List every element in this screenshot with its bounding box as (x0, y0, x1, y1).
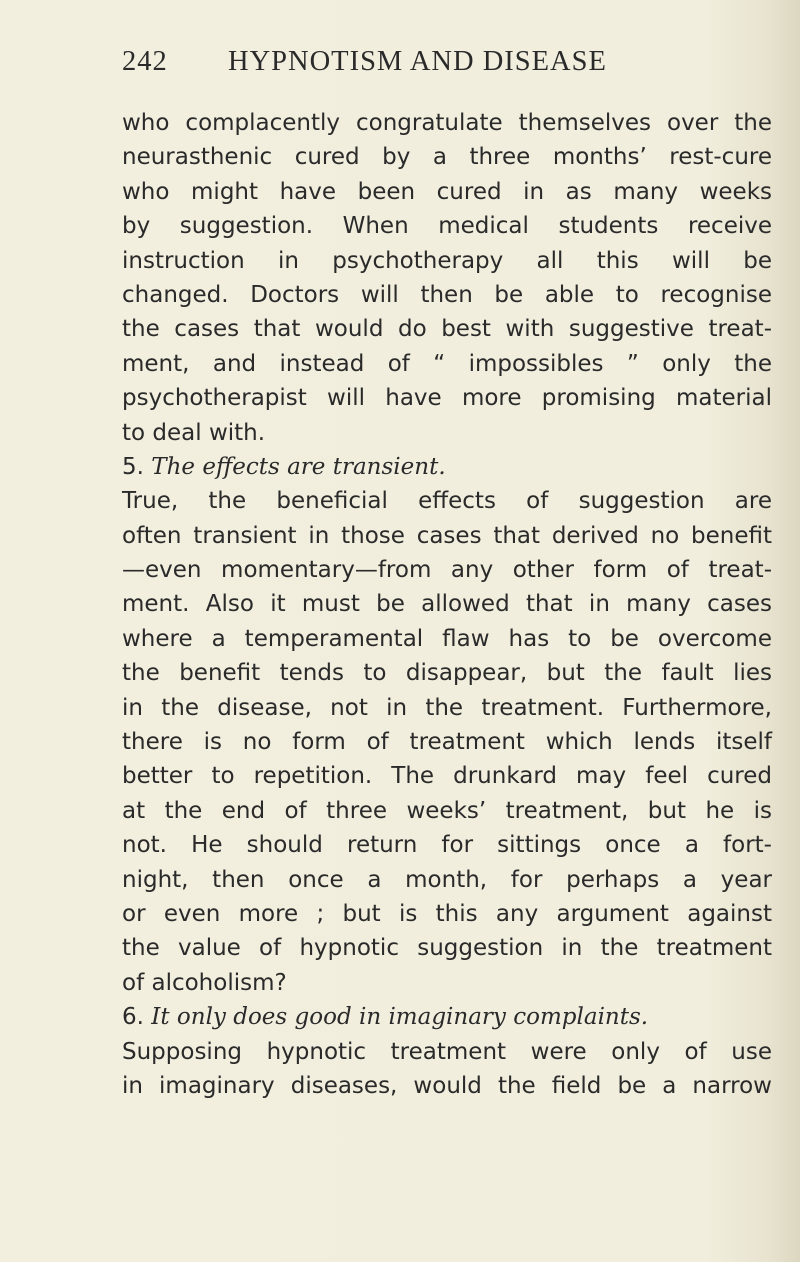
section-5-heading (122, 450, 772, 484)
text-line: often transient in those cases that derived no benefit (122, 522, 772, 549)
section-title: It only does good in imaginary complaints. (151, 1004, 649, 1031)
running-head: HYPNOTISM AND DISEASE (228, 46, 607, 77)
text-line: where a temperamental flaw has to be overcome (122, 625, 772, 652)
text-line: of alcoholism? (122, 969, 287, 996)
text-line: neurasthenic cured by a three months’ rest-cure (122, 144, 772, 171)
text-line: in imaginary diseases, would the field be a narrow (122, 1072, 772, 1099)
text-line: night, then once a month, for perhaps a year (122, 866, 772, 893)
body-text (122, 106, 772, 1103)
text-line: who complacently congratulate themselves over the (122, 110, 772, 136)
page-number: 242 (122, 46, 168, 77)
text-line: the value of hypnotic suggestion in the treatment (122, 935, 772, 962)
text-line: there is no form of treatment which lends itself (122, 729, 772, 756)
text-line: ment. Also it must be allowed that in many cases (122, 591, 772, 618)
text-line: Supposing hypnotic treatment were only of use (122, 1038, 772, 1065)
text-line: at the end of three weeks’ treatment, but he is (122, 797, 772, 824)
text-line: to deal with. (122, 419, 266, 446)
text-line: the cases that would do best with suggestive treat- (122, 316, 772, 343)
text-line: by suggestion. When medical students receive (122, 213, 772, 240)
section-number: 5. (122, 453, 144, 480)
section-6-heading (122, 1000, 772, 1034)
text-line: better to repetition. The drunkard may feel cured (122, 763, 772, 790)
text-line: in the disease, not in the treatment. Furthermore, (122, 694, 772, 721)
section-number: 6. (122, 1004, 144, 1031)
text-line: or even more ; but is this any argument against (122, 900, 772, 927)
text-line: who might have been cured in as many weeks (122, 178, 772, 205)
page-header (122, 46, 742, 86)
text-line: ment, and instead of “ impossibles ” only the (122, 350, 772, 377)
text-line: psychotherapist will have more promising material (122, 385, 772, 412)
text-line: not. He should return for sittings once a fort- (122, 832, 772, 859)
text-line: —even momentary—from any other form of treat- (122, 557, 772, 584)
text-line: the benefit tends to disappear, but the fault lies (122, 660, 772, 687)
text-line: instruction in psychotherapy all this will be (122, 247, 772, 274)
text-line: changed. Doctors will then be able to recognise (122, 281, 772, 308)
section-title: The effects are transient. (151, 453, 446, 480)
text-line: True, the beneficial effects of suggestion are (122, 488, 772, 515)
